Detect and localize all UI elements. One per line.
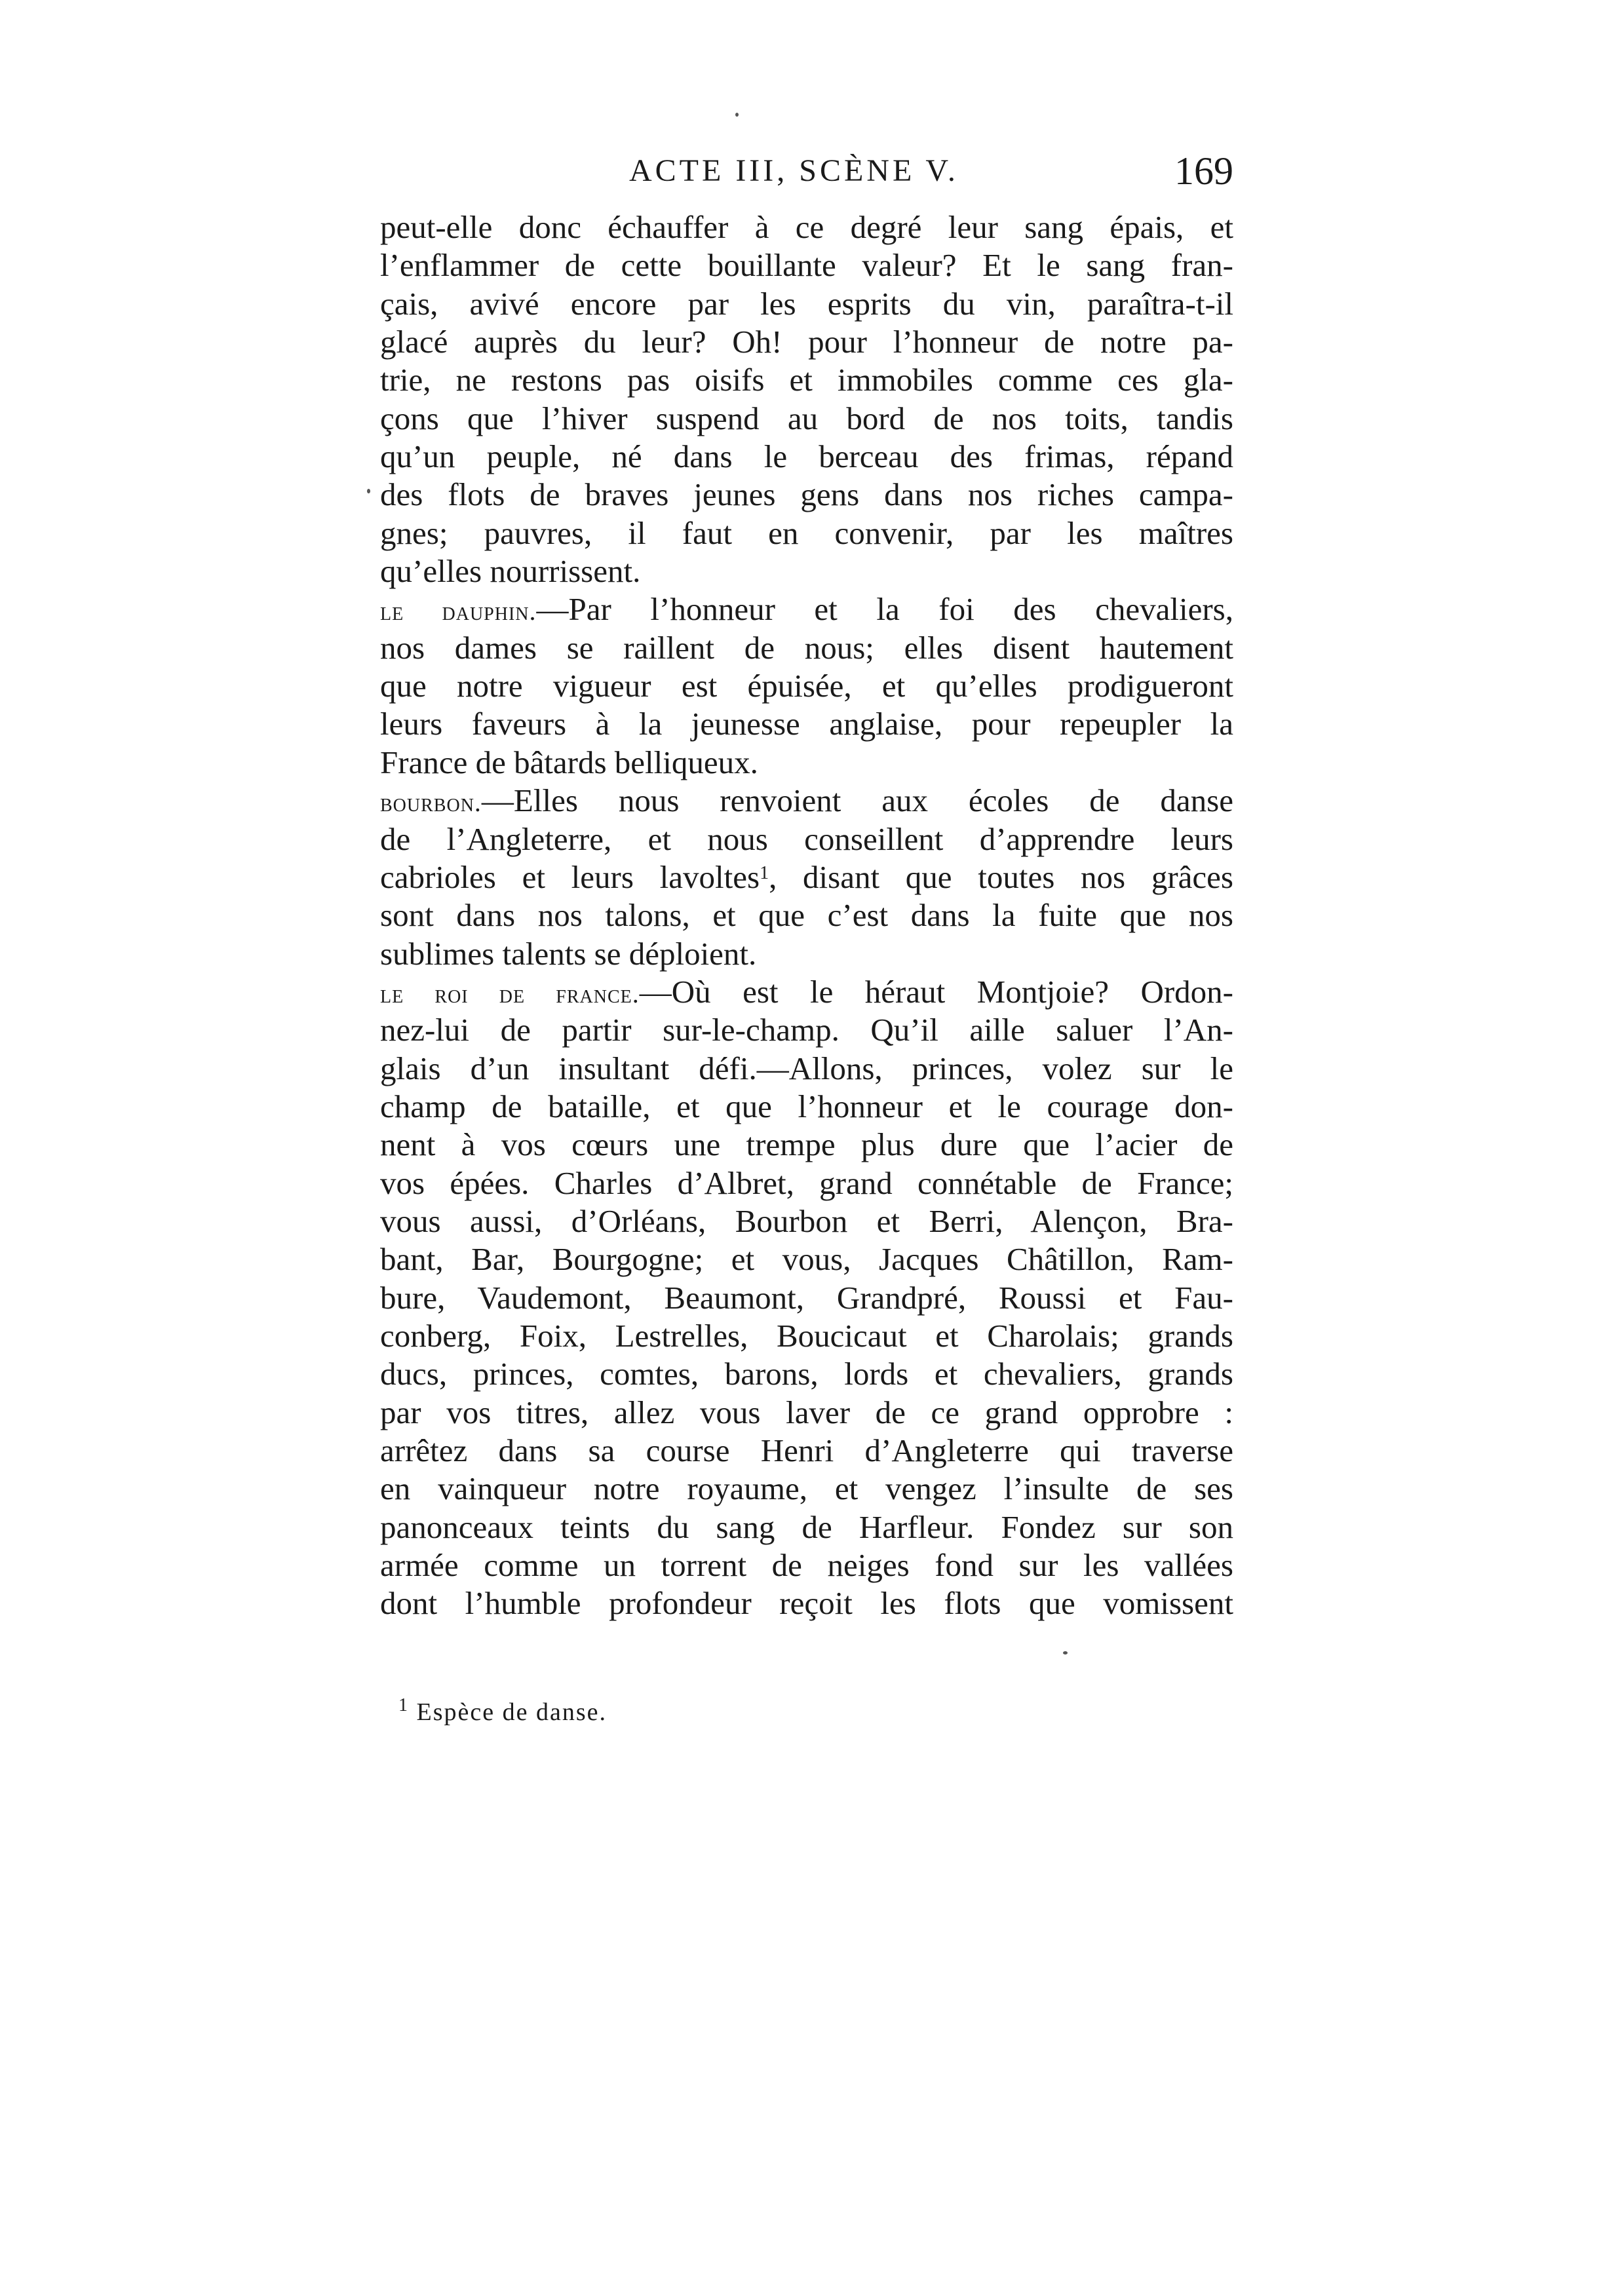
running-header bbox=[629, 148, 1233, 201]
line-text: nez-lui de partir sur-le-champ. Qu’il aille saluer l’An- bbox=[380, 1012, 1233, 1048]
line-text: France de bâtards belliqueux. bbox=[380, 744, 758, 780]
text-line bbox=[380, 285, 1233, 323]
text-line bbox=[380, 438, 1233, 476]
text-line bbox=[380, 514, 1233, 552]
line-text: peut-elle donc échauffer à ce degré leur sang épais, et bbox=[380, 209, 1233, 245]
line-text-continued: , disant que toutes nos grâces bbox=[769, 858, 1233, 895]
text-line bbox=[380, 782, 1233, 820]
line-text: sublimes talents se déploient. bbox=[380, 935, 757, 972]
text-line bbox=[380, 400, 1233, 438]
body-text bbox=[380, 208, 1233, 1623]
line-text: —Où est le héraut Montjoie? Ordon- bbox=[639, 973, 1233, 1010]
text-line bbox=[380, 361, 1233, 399]
line-text: qu’un peuple, né dans le berceau des frimas, répand bbox=[380, 438, 1233, 475]
line-text: leurs faveurs à la jeunesse anglaise, pour repeupler la bbox=[380, 706, 1233, 742]
text-line bbox=[380, 1470, 1233, 1508]
line-text: nos dames se raillent de nous; elles disent hautement bbox=[380, 629, 1233, 666]
text-line bbox=[380, 1011, 1233, 1049]
line-text: champ de bataille, et que l’honneur et le courage don- bbox=[380, 1088, 1233, 1124]
text-line bbox=[380, 552, 1233, 590]
page-number: 169 bbox=[1174, 149, 1233, 193]
text-line bbox=[380, 1240, 1233, 1278]
text-line bbox=[380, 744, 1233, 782]
text-line bbox=[380, 1164, 1233, 1202]
line-text: —Elles nous renvoient aux écoles de danse bbox=[481, 782, 1233, 819]
text-line bbox=[380, 590, 1233, 628]
text-line bbox=[380, 1394, 1233, 1432]
line-text: armée comme un torrent de neiges fond sur les vallées bbox=[380, 1547, 1233, 1584]
line-text: sont dans nos talons, et que c’est dans la fuite que nos bbox=[380, 897, 1233, 934]
line-text: glacé auprès du leur? Oh! pour l’honneur de notre pa- bbox=[380, 324, 1233, 360]
line-text: ducs, princes, comtes, barons, lords et chevaliers, grands bbox=[380, 1356, 1233, 1392]
text-line bbox=[380, 1126, 1233, 1164]
text-line bbox=[380, 1355, 1233, 1393]
text-line bbox=[380, 476, 1233, 514]
line-text: bure, Vaudemont, Beaumont, Grandpré, Roussi et Fau- bbox=[380, 1279, 1233, 1316]
line-text: que notre vigueur est épuisée, et qu’elles prodigueront bbox=[380, 668, 1233, 704]
running-title: ACTE III, SCÈNE V. bbox=[629, 153, 959, 188]
line-text: panonceaux teints du sang de Harfleur. Fondez sur son bbox=[380, 1508, 1233, 1545]
text-line bbox=[380, 935, 1233, 973]
text-line bbox=[380, 973, 1233, 1011]
line-text: dont l’humble profondeur reçoit les flots que vomissent bbox=[380, 1585, 1233, 1622]
speaker-name: le roi de france. bbox=[380, 978, 640, 1008]
text-line bbox=[380, 1202, 1233, 1240]
line-text: vos épées. Charles d’Albret, grand connétable de France; bbox=[380, 1164, 1233, 1201]
scan-speck bbox=[367, 489, 370, 493]
speaker-name: le dauphin. bbox=[380, 596, 537, 626]
text-line bbox=[380, 896, 1233, 934]
text-line bbox=[380, 667, 1233, 705]
line-text: nent à vos cœurs une trempe plus dure que l’acier de bbox=[380, 1126, 1233, 1163]
line-text: arrêtez dans sa course Henri d’Angleterre qui traverse bbox=[380, 1432, 1233, 1468]
text-line bbox=[380, 1508, 1233, 1546]
text-line bbox=[380, 208, 1233, 246]
text-line bbox=[380, 1584, 1233, 1622]
line-text: glais d’un insultant défi.—Allons, princes, volez sur le bbox=[380, 1050, 1233, 1086]
footnote-text: Espèce de danse. bbox=[416, 1698, 607, 1726]
footnote-reference: 1 bbox=[760, 862, 769, 883]
footnote-marker: 1 bbox=[398, 1695, 409, 1715]
footnote bbox=[398, 1696, 607, 1729]
text-line bbox=[380, 1279, 1233, 1317]
text-line bbox=[380, 246, 1233, 284]
line-text: gnes; pauvres, il faut en convenir, par les maîtres bbox=[380, 514, 1233, 551]
line-text: qu’elles nourrissent. bbox=[380, 553, 641, 590]
line-text: de l’Angleterre, et nous conseillent d’apprendre leurs bbox=[380, 820, 1233, 857]
line-text: vous aussi, d’Orléans, Bourbon et Berri, Alençon, Bra- bbox=[380, 1202, 1233, 1239]
line-text: conberg, Foix, Lestrelles, Boucicaut et Charolais; grands bbox=[380, 1317, 1233, 1354]
line-text: par vos titres, allez vous laver de ce grand opprobre : bbox=[380, 1394, 1233, 1430]
line-text: cabrioles et leurs lavoltes bbox=[380, 858, 760, 895]
text-line bbox=[380, 323, 1233, 361]
line-text: bant, Bar, Bourgogne; et vous, Jacques Châtillon, Ram- bbox=[380, 1241, 1233, 1278]
line-text: en vainqueur notre royaume, et vengez l’insulte de ses bbox=[380, 1470, 1233, 1507]
line-text: des flots de braves jeunes gens dans nos riches campa- bbox=[380, 476, 1233, 513]
text-line bbox=[380, 705, 1233, 743]
line-text: çons que l’hiver suspend au bord de nos toits, tandis bbox=[380, 400, 1233, 436]
text-line bbox=[380, 1546, 1233, 1584]
text-line bbox=[380, 629, 1233, 667]
text-line bbox=[380, 858, 1233, 896]
line-text: l’enflammer de cette bouillante valeur? Et le sang fran- bbox=[380, 247, 1233, 284]
line-text: trie, ne restons pas oisifs et immobiles comme ces gla- bbox=[380, 362, 1233, 398]
text-line bbox=[380, 1088, 1233, 1126]
line-text: çais, avivé encore par les esprits du vin, paraîtra-t-il bbox=[380, 285, 1233, 322]
text-line bbox=[380, 1432, 1233, 1470]
scan-speck bbox=[735, 113, 739, 117]
text-line bbox=[380, 820, 1233, 858]
text-line bbox=[380, 1050, 1233, 1088]
speaker-name: bourbon. bbox=[380, 788, 482, 818]
line-text: —Par l’honneur et la foi des chevaliers, bbox=[536, 591, 1233, 628]
scan-speck bbox=[1063, 1651, 1068, 1655]
text-line bbox=[380, 1317, 1233, 1355]
